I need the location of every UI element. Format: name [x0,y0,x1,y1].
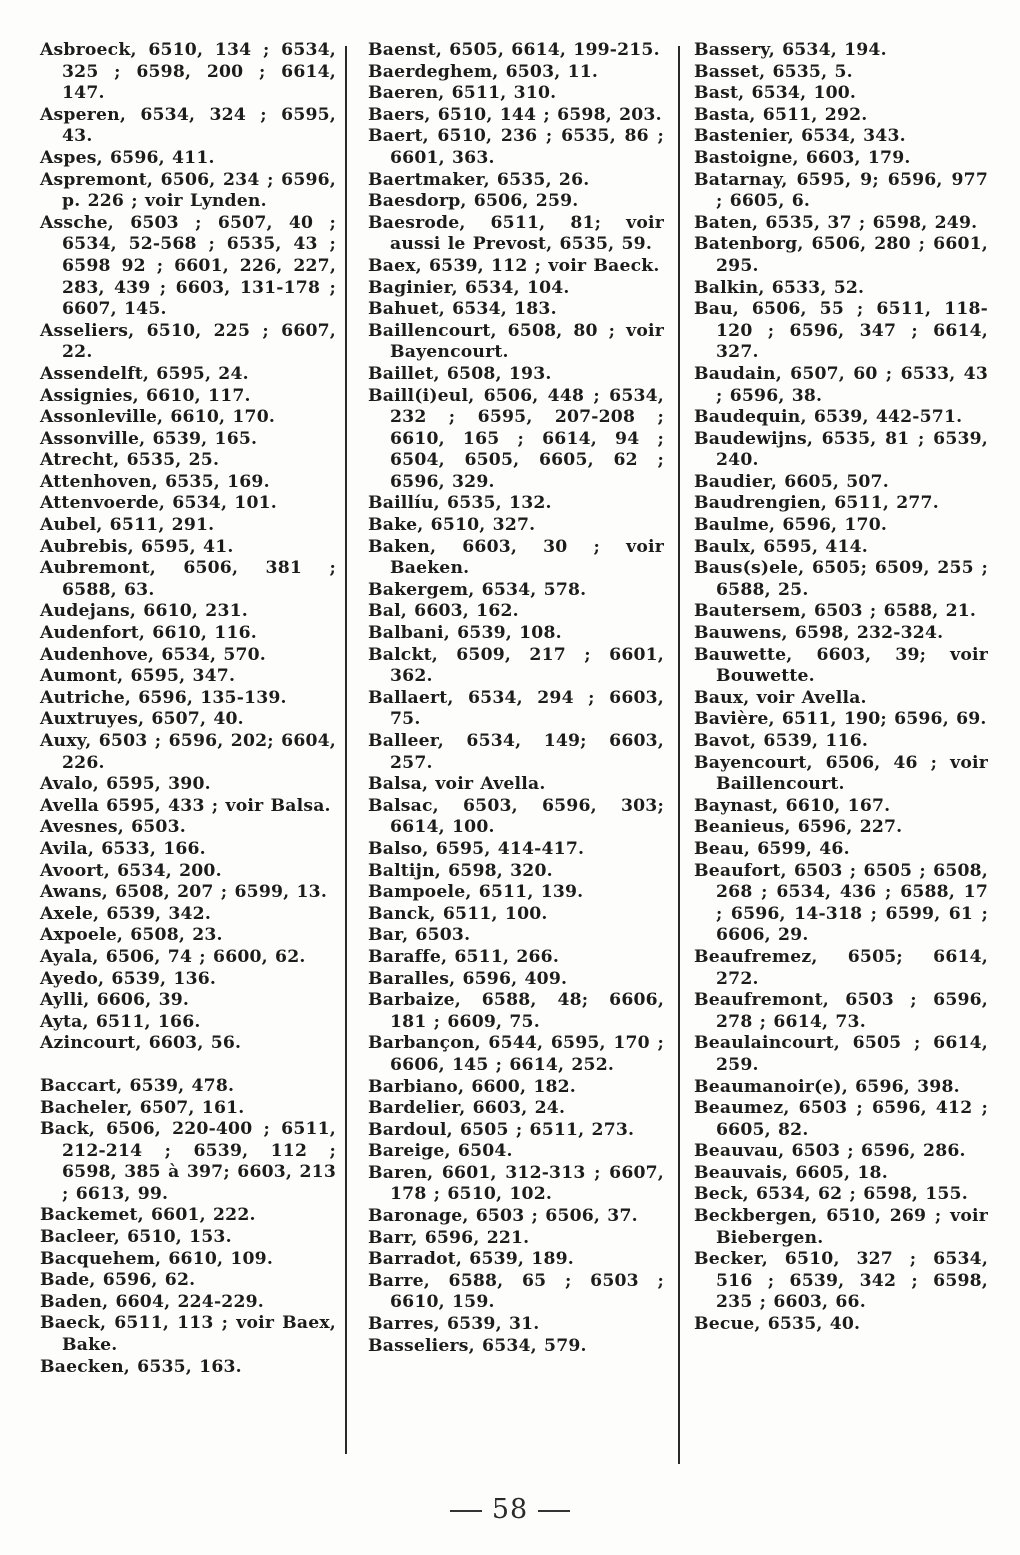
index-entry: Ballaert, 6534, 294 ; 6603, 75. [368,687,664,730]
index-entry: Barbiano, 6600, 182. [368,1076,576,1097]
index-entry: Baertmaker, 6535, 26. [368,169,590,190]
index-entry: Bakergem, 6534, 578. [368,579,587,600]
index-entry: Baynast, 6610, 167. [694,795,891,816]
index-entry: Balleer, 6534, 149; 6603, 257. [368,731,664,773]
index-entry: Baden, 6604, 224-229. [40,1291,264,1312]
index-entry: Backemet, 6601, 222. [40,1205,256,1226]
index-entry: Bardelier, 6603, 24. [368,1098,566,1119]
index-entry: Beauvais, 6605, 18. [694,1162,888,1183]
index-entry: Baenst, 6505, 6614, 199-215. [368,40,660,60]
index-entry: Bar, 6503. [368,925,471,946]
index-entry: Baulx, 6595, 414. [694,536,868,557]
index-entry: Aubel, 6511, 291. [40,515,215,536]
index-entry: Awans, 6508, 207 ; 6599, 13. [40,882,328,903]
index-entry: Baudrengien, 6511, 277. [694,493,939,514]
index-entry: Beckbergen, 6510, 269 ; voir Biebergen. [694,1206,988,1248]
index-entry: Batarnay, 6595, 9; 6596, 977 ; 6605, 6. [694,169,988,212]
index-entry: Barbaize, 6588, 48; 6606, 181 ; 6609, 75. [368,990,664,1032]
index-entry: Avella 6595, 433 ; voir Balsa. [40,795,331,816]
index-entry: Aumont, 6595, 347. [40,666,236,687]
index-entry: Balso, 6595, 414-417. [368,838,585,859]
index-entry: Beaulaincourt, 6505 ; 6614, 259. [694,1033,988,1075]
index-entry: Bastenier, 6534, 343. [694,126,906,147]
index-entry: Barr, 6596, 221. [368,1227,530,1248]
footer-dash-left [450,1510,482,1512]
index-entry: Azincourt, 6603, 56. [40,1033,242,1054]
index-entry: Baraffe, 6511, 266. [368,946,560,967]
index-entry: Baecken, 6535, 163. [40,1356,242,1377]
index-entry: Baesrode, 6511, 81; voir aussi le Prevost, 6535, 59. [368,212,664,255]
index-entry: Bampoele, 6511, 139. [368,882,584,903]
index-entry: Aubremont, 6506, 381 ; 6588, 63. [40,558,336,600]
index-entry: Bauwens, 6598, 232-324. [694,623,944,644]
index-entry: Bake, 6510, 327. [368,515,536,536]
index-entry: Bautersem, 6503 ; 6588, 21. [694,601,977,622]
index-entry: Balkin, 6533, 52. [694,277,865,298]
index-entry: Banck, 6511, 100. [368,903,548,924]
index-entry: Bast, 6534, 100. [694,83,857,104]
index-entry: Auxtruyes, 6507, 40. [40,709,244,730]
index-entry: Assonleville, 6610, 170. [40,407,276,428]
index-entry: Baudequin, 6539, 442-571. [694,407,963,428]
index-entry: Audenhove, 6534, 570. [40,644,266,665]
index-entry: Baillet, 6508, 193. [368,363,552,384]
page-footer [0,1494,1020,1525]
index-entry: Barradot, 6539, 189. [368,1249,574,1270]
index-entry: Baillencourt, 6508, 80 ; voir Bayencourt. [368,320,664,363]
index-entry: Baulme, 6596, 170. [694,515,888,536]
index-entry: Assignies, 6610, 117. [40,385,251,406]
index-entry: Baus(s)ele, 6505; 6509, 255 ; 6588, 25. [694,558,988,600]
index-entry: Baudier, 6605, 507. [694,471,889,492]
index-entry: Baken, 6603, 30 ; voir Baeken. [368,536,664,579]
index-entry: Attenhoven, 6535, 169. [40,471,270,492]
index-entry: Atrecht, 6535, 25. [40,450,220,471]
index-entry: Avalo, 6595, 390. [40,774,211,795]
index-entry: Beck, 6534, 62 ; 6598, 155. [694,1184,968,1205]
index-entry: Ayala, 6506, 74 ; 6600, 62. [40,946,306,967]
index-column-2 [368,40,664,1357]
index-entry: Axele, 6539, 342. [40,903,212,924]
index-entry: Beaufremont, 6503 ; 6596, 278 ; 6614, 73. [694,990,988,1032]
index-entry: Bavot, 6539, 116. [694,731,869,751]
index-entry: Beanieus, 6596, 227. [694,817,903,838]
index-entry: Ayta, 6511, 166. [40,1011,201,1032]
index-entry: Avoort, 6534, 200. [40,860,222,881]
index-column-3 [694,40,988,1336]
index-entry: Baten, 6535, 37 ; 6598, 249. [694,212,978,233]
index-entry: Baerdeghem, 6503, 11. [368,61,599,82]
index-entry: Beaumez, 6503 ; 6596, 412 ; 6605, 82. [694,1098,988,1140]
index-entry: Bal, 6603, 162. [368,601,519,622]
column-divider-right [678,46,680,1464]
index-entry: Beau, 6599, 46. [694,838,850,859]
index-entry: Axpoele, 6508, 23. [40,925,223,946]
index-entry: Balckt, 6509, 217 ; 6601, 362. [368,644,664,687]
index-entry: Baill(i)eul, 6506, 448 ; 6534, 232 ; 6595, 207-208 ; 6610, 165 ; 6614, 94 ; 6504, 6505, 6605, 62 ; 6596, 329. [368,385,664,492]
index-entry: Auxy, 6503 ; 6596, 202; 6604, 226. [40,731,336,773]
index-entry: Asseliers, 6510, 225 ; 6607, 22. [40,320,336,363]
index-entry: Baudain, 6507, 60 ; 6533, 43 ; 6596, 38. [694,363,988,406]
index-entry: Baert, 6510, 236 ; 6535, 86 ; 6601, 363. [368,126,664,168]
index-entry: Basta, 6511, 292. [694,104,868,125]
index-entry: Avesnes, 6503. [40,817,186,838]
index-entry: Bau, 6506, 55 ; 6511, 118-120 ; 6596, 347 ; 6614, 327. [694,299,988,363]
index-entry: Baex, 6539, 112 ; voir Baeck. [368,255,660,276]
index-entry: Becker, 6510, 327 ; 6534, 516 ; 6539, 342 ; 6598, 235 ; 6603, 66. [694,1249,988,1313]
index-entry: Baccart, 6539, 478. [40,1075,235,1096]
index-entry: Beaufort, 6503 ; 6505 ; 6508, 268 ; 6534, 436 ; 6588, 17 ; 6596, 14-318 ; 6599, 61 ; 6606, 29. [694,860,988,946]
index-entry: Beauvau, 6503 ; 6596, 286. [694,1141,966,1162]
index-entry: Bayencourt, 6506, 46 ; voir Baillencourt. [694,752,988,795]
index-entry: Bahuet, 6534, 183. [368,299,557,320]
index-entry: Barres, 6539, 31. [368,1314,540,1335]
index-entry: Assche, 6503 ; 6507, 40 ; 6534, 52-568 ; 6535, 43 ; 6598 92 ; 6601, 226, 227, 283, 439 ; 6603, 131-178 ; 6607, 145. [40,212,336,320]
index-entry: Baudewijns, 6535, 81 ; 6539, 240. [694,428,988,471]
index-entry: Aylli, 6606, 39. [40,990,190,1011]
column-divider-left [345,46,347,1454]
index-entry: Basset, 6535, 5. [694,61,853,82]
index-entry: Bacquehem, 6610, 109. [40,1248,274,1269]
index-entry: Baren, 6601, 312-313 ; 6607, 178 ; 6510, 102. [368,1162,664,1205]
index-entry: Ayedo, 6539, 136. [40,968,217,989]
index-entry: Baux, voir Avella. [694,687,867,708]
index-entry: Bareige, 6504. [368,1141,513,1162]
index-entry: Back, 6506, 220-400 ; 6511, 212-214 ; 6539, 112 ; 6598, 385 à 397; 6603, 213 ; 6613, 99. [40,1119,336,1204]
index-entry: Aspes, 6596, 411. [40,147,215,168]
index-entry: Aubrebis, 6595, 41. [40,536,234,557]
index-entry: Autriche, 6596, 135-139. [40,687,287,708]
index-entry: Bacheler, 6507, 161. [40,1097,245,1118]
index-entry: Baeck, 6511, 113 ; voir Baex, Bake. [40,1313,336,1356]
index-entry: Balbani, 6539, 108. [368,623,562,644]
index-entry: Assonville, 6539, 165. [40,428,258,449]
index-entry: Bacleer, 6510, 153. [40,1227,232,1248]
index-entry: Bastoigne, 6603, 179. [694,147,911,168]
index-entry: Baginier, 6534, 104. [368,277,570,298]
index-entry: Batenborg, 6506, 280 ; 6601, 295. [694,234,988,276]
index-column-1 [40,40,336,1378]
index-entry: Baeren, 6511, 310. [368,83,557,104]
page-number: 58 [491,1494,529,1525]
index-entry: Baesdorp, 6506, 259. [368,191,579,212]
index-entry: Baronage, 6503 ; 6506, 37. [368,1206,638,1227]
footer-dash-right [538,1510,570,1512]
index-entry: Audenfort, 6610, 116. [40,623,257,644]
index-entry: Beaufremez, 6505; 6614, 272. [694,946,988,989]
index-entry: Assendelft, 6595, 24. [40,363,249,384]
index-entry: Baillíu, 6535, 132. [368,493,552,514]
index-entry: Asbroeck, 6510, 134 ; 6534, 325 ; 6598, 200 ; 6614, 147. [40,40,336,104]
index-entry: Becue, 6535, 40. [694,1314,861,1335]
index-entry: Baers, 6510, 144 ; 6598, 203. [368,104,662,125]
index-entry: Balsa, voir Avella. [368,774,546,795]
index-entry: Bade, 6596, 62. [40,1270,196,1291]
index-entry: Aspremont, 6506, 234 ; 6596, p. 226 ; voir Lynden. [40,169,336,212]
index-entry: Asperen, 6534, 324 ; 6595, 43. [40,104,336,147]
index-entry: Barre, 6588, 65 ; 6503 ; 6610, 159. [368,1270,664,1313]
index-entry: Attenvoerde, 6534, 101. [40,493,277,514]
index-entry: Avila, 6533, 166. [40,838,206,859]
index-entry: Barbançon, 6544, 6595, 170 ; 6606, 145 ; 6614, 252. [368,1033,664,1075]
index-entry: Balsac, 6503, 6596, 303; 6614, 100. [368,795,664,838]
index-entry: Bardoul, 6505 ; 6511, 273. [368,1119,635,1140]
index-entry: Beaumanoir(e), 6596, 398. [694,1076,960,1097]
index-entry: Bassery, 6534, 194. [694,40,887,60]
index-entry: Baralles, 6596, 409. [368,968,568,989]
index-entry: Bavière, 6511, 190; 6596, 69. [694,709,987,730]
index-entry: Audejans, 6610, 231. [40,601,248,622]
index-entry: Baltijn, 6598, 320. [368,860,553,881]
index-entry: Bauwette, 6603, 39; voir Bouwette. [694,644,988,687]
index-entry: Basseliers, 6534, 579. [368,1335,587,1356]
